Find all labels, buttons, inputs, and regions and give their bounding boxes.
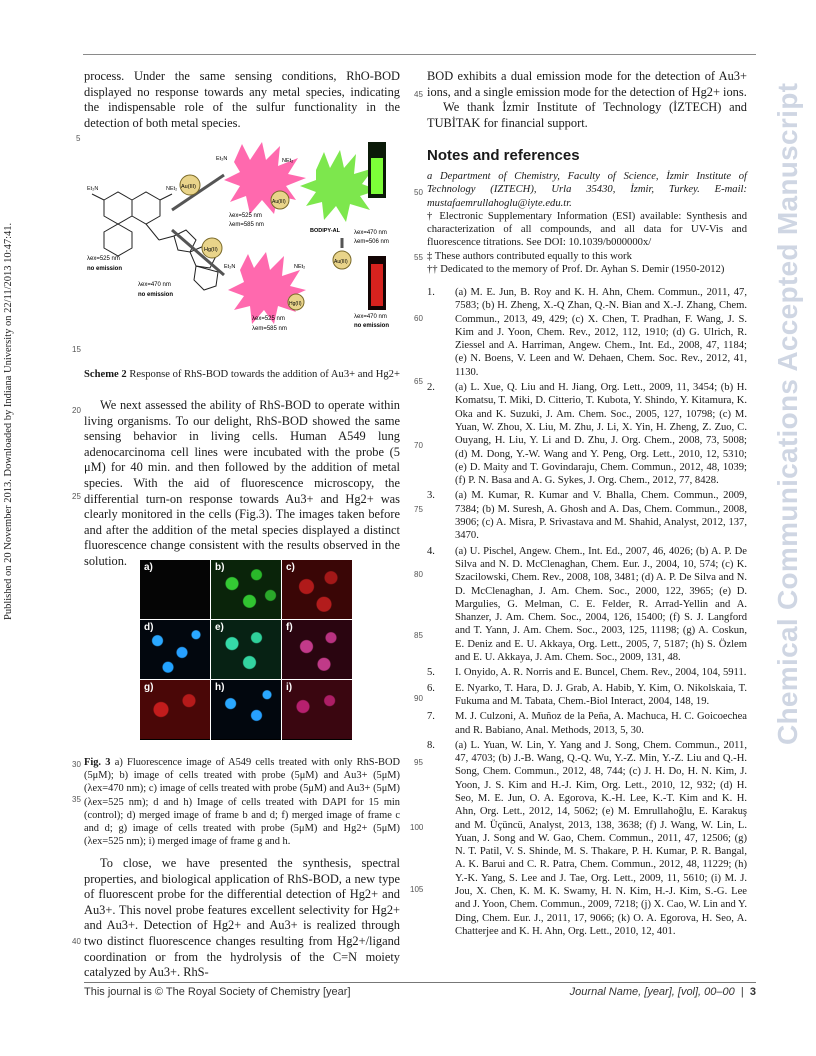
line-number: 40 [72,937,81,946]
line-number: 45 [414,90,423,99]
panel-h: h) [211,680,281,739]
body-text: BOD exhibits a dual emission mode for the detection of Au3+ ions, and a single emission mode for the detection of Hg2+ ions. [427,69,747,99]
svg-text:Et₂N: Et₂N [224,264,236,270]
scheme-2-graphic [84,140,400,340]
line-number: 105 [410,885,424,894]
line-number: 5 [76,134,81,143]
header-rule [83,54,756,55]
panel-b: b) [211,560,281,619]
line-number: 65 [414,377,423,386]
panel-d: d) [140,620,210,679]
line-number: 75 [414,505,423,514]
svg-text:λem=585 nm: λem=585 nm [252,326,287,332]
reference-item: 7. M. J. Culzoni, A. Muñoz de la Peña, A. Machuca, H. C. Goicoechea and R. Babiano, Anal. Methods, 2013, 5, 30. [427,711,747,736]
line-number: 60 [414,314,423,323]
reference-item: 3. (a) M. Kumar, R. Kumar and V. Bhalla, Chem. Commun., 2009, 7384; (b) M. Suresh, A. Ghosh and A. Das, Chem. Commun., 2008, 3906; (c) A. Misra, P. Srivastava and M. Shahid, Analyst, 2012, 137, 3470. [427,490,747,542]
reference-item: 4. (a) U. Pischel, Angew. Chem., Int. Ed., 2007, 46, 4026; (b) A. P. De Silva and N. D. McClenaghan, Chem. Eur. J., 2004, 10, 574; (c) K. Szacilowski, Chem. Rev., 2008, 108, 3481; (d) A. P. De Silva and N. D. McClenaghan, J. Am. Chem. Soc., 2000, 122, 3965; (e) D. Margulies, G. Melman, C. E. Felder, R. Arrad-Yellin and A. Shanzer, J. Am. Chem. Soc., 2004, 126, 15400; (f) S. J. Langford and T. Yann, J. Am. Chem. Soc., 2003, 125, 11198; (g) A. Coskun, E. Deniz and E. U. Akkaya, Org. Lett., 2005, 7, 5187; (h) S. Özlem and E. U. Akkaya, J. Am. Chem. Soc., 2009, 131, 48. [427,545,747,664]
line-number: 35 [72,795,81,804]
reference-item: 2. (a) L. Xue, Q. Liu and H. Jiang, Org. Lett., 2009, 11, 3454; (b) H. Komatsu, T. Miki, D. Citterio, T. Kubota, Y. Shindo, Y. Kitamura, K. Oka and K. Suzuki, J. Am. Chem. Soc., 2005, 127, 10798; (c) M. Yuan, W. Zhou, X. Liu, M. Zhu, J. Li, X. Yin, H. Zheng, Z. Zuo, C. Ouyang, H. Liu, Y. Li and D. Zhu, J. Org. Chem., 2008, 73, 5008; (d) M. Dong, Y.-W. Wang and Y. Peng, Org. Lett., 2010, 12, 5310; (e) D. Maity and T. Govindaraju, Chem. Commun., 2012, 48, 1039; (f) P. N. Basa and A. G. Sykes, J. Org. Chem., 2012, 77, 8428. [427,382,747,487]
acknowledgement: We thank İzmir Institute of Technology (İZTECH) and TUBİTAK for financial support. [427,100,747,130]
journal-info: Journal Name, [year], [vol], 00–00 | 3 [569,986,756,998]
label-ex525: λex=525 nm [87,256,120,262]
svg-text:NEt₂: NEt₂ [282,158,294,164]
panel-e: e) [211,620,281,679]
line-number: 50 [414,188,423,197]
panel-a: a) [140,560,210,619]
scheme-caption: Scheme 2 Response of RhS-BOD towards the addition of Au3+ and Hg2+ [84,369,400,380]
line-number: 95 [414,758,423,767]
reference-list [427,286,747,940]
svg-text:no emission: no emission [138,292,174,298]
notes-heading: Notes and references [427,147,580,164]
svg-text:Hg(II): Hg(II) [289,301,302,307]
page-number: 3 [749,986,756,998]
svg-text:λem=585 nm: λem=585 nm [229,222,264,228]
reference-item: 1. (a) M. E. Jun, B. Roy and K. H. Ahn, Chem. Commun., 2011, 47, 7583; (b) H. Zheng, X.-Q Zhan, Q.-N. Bian and X.-J. Zhang, Chem. Commun., 2013, 49, 429; (c) X. Chen, T. Pradhan, F. Wang, J. S. Kim and J. Yoon, Chem. Rev., 2012, 112, 1910; (d) G. Ulrich, R. Ziessel and A. Harriman, Angew. Chem., Int. Ed., 2008, 47, 1184; (e) N. Boens, V. Leen and W. Dehaen, Chem. Soc. Rev., 2012, 41, 1130. [427,287,747,378]
svg-text:Et₂N: Et₂N [87,186,99,192]
affiliation: a Department of Chemistry, Faculty of Science, İzmir Institute of Technology (IZTECH), Urla 35430, İzmir, Turkey. E-mail: mustafaemrullahoglu@iyte.edu.tr. [427,171,747,209]
panel-c: c) [282,560,352,619]
panel-f: f) [282,620,352,679]
line-number: 90 [414,694,423,703]
equal-contribution-note: ‡ These authors contributed equally to this work [427,250,632,262]
copyright-text: This journal is © The Royal Society of Chemistry [year] [84,986,351,998]
figure-3-microscopy [140,560,352,740]
svg-text:BODIPY-AL: BODIPY-AL [310,228,340,234]
svg-text:no emission: no emission [354,323,390,329]
line-number: 15 [72,345,81,354]
svg-text:λex=470 nm: λex=470 nm [354,314,387,320]
figure-caption: Fig. 3 a) Fluorescence image of A549 cells treated with only RhS-BOD (5μM); b) image of cells treated with probe (5μM) and Au3+ (5μM) (λex=470 nm); c) image of cells treated with probe (5μM) and Au3+ (5μM) (λex=525 nm); d and h) Image of cells treated with DAPI for 15 min (control); d) merged image of frame b and d; f) merged image of frame c and d; g) image of cells treated with probe (5μM) and Hg2+ (5μM) (λex=525 nm); i) merged image of frame g and h. [84,757,400,848]
line-number: 20 [72,406,81,415]
paragraph-conclusion [84,856,400,981]
line-number: 55 [414,253,423,262]
line-number: 25 [72,492,81,501]
svg-text:NEt₂: NEt₂ [166,186,178,192]
notes-block [427,170,747,276]
reference-item: 8. (a) L. Yuan, W. Lin, Y. Yang and J. Song, Chem. Commun., 2011, 47, 4703; (b) J.-B. Wang, Q.-Q. Wu, Y.-Z. Min, Y.-Z. Liu and Q.-H. Song, Chem. Commun., 2012, 48, 744; (c) J. H. Do, H. N. Kim, J. Yoon, J. S. Kim and H.-J. Kim, Org. Lett., 2010, 12, 932; (d) H. Seo, M. E. Jun, O. A. Egorova, K.-H. Lee, K.-T. Kim and K. H. Ahn, Org. Lett., 2012, 14, 5062; (e) M. Emrullahoğlu, E. Karakuş and M. Üçüncü, Analyst, 2013, 138, 3638; (f) J. Wang, W. Lin, L. Yuan, J. Song and W. Gao, Chem. Commun., 2011, 47, 12506; (g) N. T. Patil, V. S. Shinde, M. S. Thakare, P. H. Kumar, P. R. Bangal, A. K. Barui and C. R. Patra, Chem. Commun., 2012, 48, 11229; (h) Y.-K. Yang, S. Lee and J. Tae, Org. Lett., 2009, 11, 5610; (i) M. J. Jou, X. Chen, K. M. K. Swamy, H. N. Kim, H.-J. Kim, S.-G. Lee and J. Yoon, Chem. Commun., 2009, 7218; (j) X. Cao, W. Lin and Y. Ding, Chem. Eur. J., 2011, 17, 9066; (k) O. A. Egorova, H. Seo, A. Chatterjee and K. H. Ahn, Org. Lett., 2010, 12, 401. [427,739,747,937]
body-text: We next assessed the ability of RhS-BOD to operate within living organisms. To our delight, RhS-BOD showed the same sensing behavior in living cells. Human A549 lung adenocarcinoma cell lines were incubated with the probe (5 μM) for 40 min. and then followed by the addition of metal species. With the aid of fluorescence microscopy, the differential turn-on response towards Au3+ and Hg2+ was clearly monitored in the cells (Fig.3). The images taken before and after the addition of the metal species displayed a distinct fluorescence change consistent with the results observed in the solution. [84,398,400,568]
reference-item: 6. E. Nyarko, T. Hara, D. J. Grab, A. Habib, Y. Kim, O. Nikolskaia, T. Fukuma and M. Tabata, Chem.-Biol Interact, 2004, 148, 19. [427,682,747,707]
line-number: 85 [414,631,423,640]
panel-i: i) [282,680,352,739]
svg-text:λex=525 nm: λex=525 nm [229,213,262,219]
svg-text:λex=470 nm: λex=470 nm [354,230,387,236]
esi-note: † Electronic Supplementary Information (ESI) available: Synthesis and characterization of all compounds, and all data for UV-Vis and fluorescence titrations. See DOI: 10.1039/b000000x/ [427,210,747,249]
svg-text:λex=525 nm: λex=525 nm [252,316,285,322]
svg-text:NEt₂: NEt₂ [294,264,306,270]
page-footer [84,986,756,1001]
line-number: 70 [414,441,423,450]
dedication-note: †† Dedicated to the memory of Prof. Dr. Ayhan S. Demir (1950-2012) [427,264,725,276]
svg-text:no emission: no emission [87,266,123,272]
paragraph-conclusion-rho [84,69,400,131]
reference-item: 5. I. Onyido, A. R. Norris and E. Buncel, Chem. Rev., 2004, 104, 5911. [427,667,747,679]
body-text: To close, we have presented the synthesis, spectral properties, and biological application of RhS-BOD, a new type of fluorescent probe for the differential detection of Hg2+ and Au3+. This novel probe features excellent selectivity for Hg2+ and Au3+. Detection of Hg2+ and Au3+ is realized through two distinct fluorescence changes resulting from Hg2+/ligand coordination or from the hydrolysis of the C=N moiety catalyzed by Au3+. RhS- [84,856,400,980]
body-text: process. Under the same sensing conditions, RhO-BOD displayed no response towards any metal species, indicating the indispensable role of the sulfur functionality in the detection of both metal species. [84,69,400,130]
paragraph-cells [84,398,400,570]
panel-g: g) [140,680,210,739]
line-number: 30 [72,760,81,769]
line-number: 100 [410,823,424,832]
paragraph-dual-emission [427,69,747,131]
svg-text:Au(III): Au(III) [334,259,348,265]
svg-text:λem=506 nm: λem=506 nm [354,239,389,245]
svg-text:Au(III): Au(III) [181,184,196,190]
svg-text:λex=470 nm: λex=470 nm [138,282,171,288]
svg-text:Hg(II): Hg(II) [204,247,218,253]
svg-text:Et₂N: Et₂N [216,156,228,162]
svg-text:Au(III): Au(III) [272,199,286,205]
line-number: 80 [414,570,423,579]
